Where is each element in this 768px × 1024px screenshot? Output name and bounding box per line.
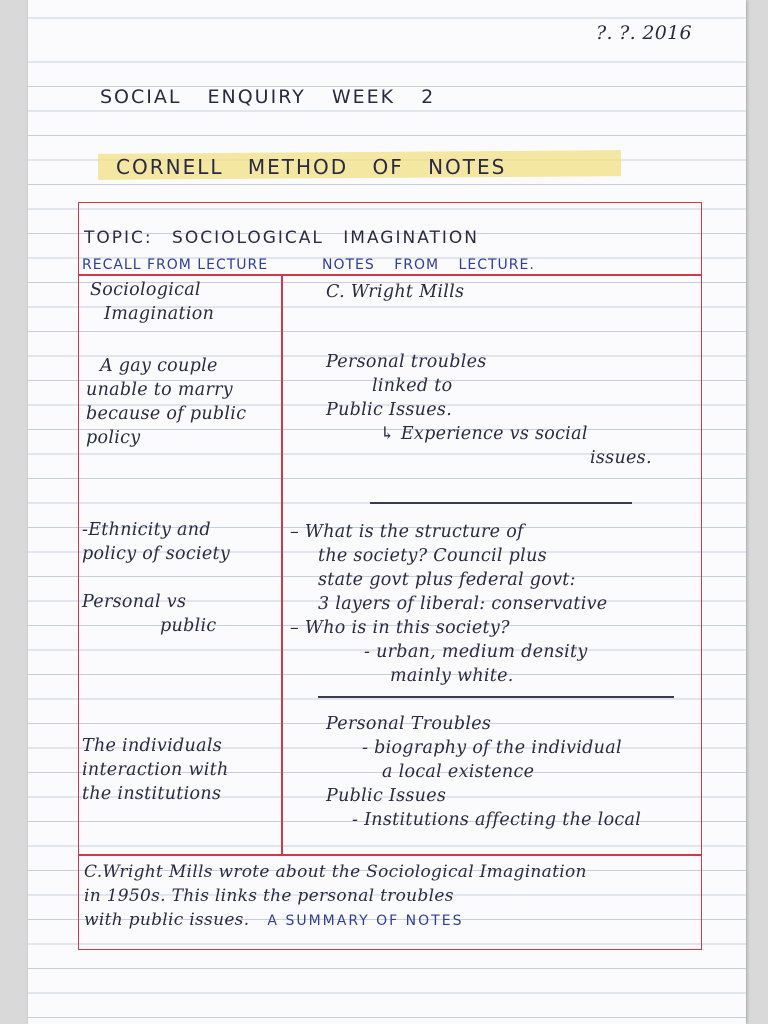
cue-line: Sociological	[90, 280, 201, 300]
note-line: Public Issues	[326, 786, 447, 806]
page-title: CORNELL METHOD OF NOTES	[116, 155, 507, 179]
cue-block	[90, 278, 214, 326]
handdrawn-divider	[370, 502, 632, 504]
cue-line: policy	[86, 428, 141, 448]
summary-line: in 1950s. This links the personal troubles	[84, 886, 454, 906]
note-block	[326, 712, 641, 832]
notes-column-label: NOTES FROM LECTURE.	[322, 257, 535, 273]
cue-line: interaction with	[82, 760, 229, 780]
note-line: state govt plus federal govt:	[318, 570, 576, 590]
note-line: Public Issues.	[326, 400, 453, 420]
summary-tag: A SUMMARY OF NOTES	[267, 913, 464, 929]
topic-heading: TOPIC: SOCIOLOGICAL IMAGINATION	[84, 228, 479, 248]
cue-block	[82, 518, 230, 638]
cue-line: Imagination	[104, 304, 215, 324]
note-line: 3 layers of liberal: conservative	[318, 594, 608, 614]
note-line: mainly white.	[390, 666, 514, 686]
note-line: - biography of the individual	[362, 738, 622, 758]
note-block	[326, 280, 464, 304]
note-line: Personal troubles	[326, 352, 487, 372]
note-line: the society? Council plus	[318, 546, 547, 566]
handdrawn-divider	[318, 696, 674, 698]
note-block	[326, 350, 652, 470]
cue-block	[86, 354, 246, 450]
cue-line: -Ethnicity and	[82, 520, 211, 540]
recall-column-label: RECALL FROM LECTURE	[82, 257, 269, 273]
note-line: linked to	[372, 376, 453, 396]
summary-text: with public issues.	[84, 910, 250, 930]
note-line: Personal Troubles	[326, 714, 492, 734]
summary-line: C.Wright Mills wrote about the Sociological Imagination	[84, 862, 587, 882]
cue-line: public	[160, 616, 217, 636]
note-line: - Institutions affecting the local	[352, 810, 642, 830]
summary-line	[84, 908, 587, 932]
page-heading: SOCIAL ENQUIRY WEEK 2	[100, 86, 436, 108]
note-line: C. Wright Mills	[326, 282, 465, 302]
note-line: – Who is in this society?	[290, 618, 510, 638]
cue-line: policy of society	[82, 544, 231, 564]
note-block	[290, 520, 607, 688]
cue-column-divider	[281, 274, 283, 854]
cue-line: The individuals	[82, 736, 222, 756]
note-line: ↳ Experience vs social	[380, 424, 588, 444]
header-divider	[78, 274, 702, 276]
note-line: a local existence	[382, 762, 535, 782]
note-line: issues.	[590, 448, 652, 468]
cue-line: because of public	[86, 404, 247, 424]
note-line: – What is the structure of	[290, 522, 524, 542]
note-line: - urban, medium density	[364, 642, 588, 662]
cue-line: the institutions	[82, 784, 222, 804]
cue-line: unable to marry	[86, 380, 233, 400]
cue-block	[82, 734, 229, 806]
date: ?. ?. 2016	[596, 22, 692, 44]
summary-divider	[78, 854, 702, 856]
cue-line	[82, 566, 230, 590]
cue-line: A gay couple	[100, 356, 218, 376]
cue-line: Personal vs	[82, 592, 187, 612]
summary-block	[84, 860, 587, 932]
